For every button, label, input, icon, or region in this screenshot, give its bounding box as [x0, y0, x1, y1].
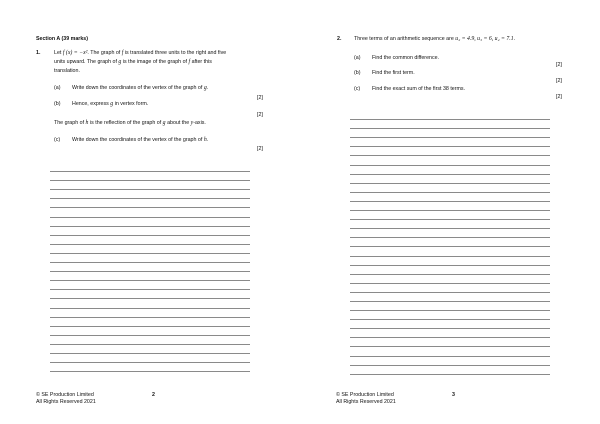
answer-line[interactable]: [50, 354, 250, 363]
answer-line[interactable]: [50, 281, 250, 290]
q2a-text: Find the common difference.: [372, 55, 440, 61]
q1c-label: (c): [54, 137, 61, 143]
answer-line[interactable]: [350, 366, 550, 375]
q2b-label: (b): [354, 70, 361, 76]
answer-line[interactable]: [350, 311, 550, 320]
answer-line[interactable]: [50, 163, 250, 172]
answer-line[interactable]: [350, 166, 550, 175]
answer-line[interactable]: [350, 302, 550, 311]
answer-line[interactable]: [350, 129, 550, 138]
question-2-number: 2.: [337, 36, 342, 42]
q1a-label: (a): [54, 85, 61, 91]
answer-line[interactable]: [350, 257, 550, 266]
question-2-stem: Three terms of an arithmetic sequence are u₂ = 4.9, u₃ = 6, u₄ = 7.1.: [354, 36, 516, 42]
question-1-stem-line2: units upward. The graph of g is the image of the graph of f after this: [54, 59, 212, 65]
answer-line[interactable]: [350, 220, 550, 229]
page-number: 2: [152, 392, 155, 398]
answer-line[interactable]: [350, 293, 550, 302]
answer-line[interactable]: [350, 347, 550, 356]
answer-line[interactable]: [50, 190, 250, 199]
answer-line[interactable]: [50, 208, 250, 217]
footer-rights: All Rights Reserved 2021: [336, 399, 396, 405]
q1a-marks: [2]: [257, 95, 263, 101]
answer-line[interactable]: [50, 254, 250, 263]
answer-line[interactable]: [50, 263, 250, 272]
answer-line[interactable]: [350, 329, 550, 338]
answer-line[interactable]: [50, 172, 250, 181]
answer-line[interactable]: [350, 229, 550, 238]
answer-line[interactable]: [350, 111, 550, 120]
answer-line[interactable]: [350, 320, 550, 329]
q1a-text: Write down the coordinates of the vertex of the graph of g.: [72, 85, 209, 91]
answer-line[interactable]: [350, 275, 550, 284]
page-right: [300, 0, 600, 424]
question-1-stem-line3: translation.: [54, 68, 80, 74]
answer-line[interactable]: [350, 238, 550, 247]
answer-line[interactable]: [350, 156, 550, 165]
q2c-text: Find the exact sum of the first 38 terms.: [372, 86, 466, 92]
q1-h-stem: The graph of h is the reflection of the graph of g about the y-axis.: [54, 120, 206, 126]
answer-line[interactable]: [350, 247, 550, 256]
answer-line[interactable]: [50, 318, 250, 327]
answer-line[interactable]: [50, 336, 250, 345]
answer-line[interactable]: [350, 211, 550, 220]
answer-line[interactable]: [350, 338, 550, 347]
answer-line[interactable]: [350, 284, 550, 293]
footer-publisher: © SE Production Limited: [36, 392, 94, 398]
answer-line[interactable]: [350, 175, 550, 184]
q1b-label: (b): [54, 101, 61, 107]
question-1-number: 1.: [36, 50, 41, 56]
q1c-text: Write down the coordinates of the vertex of the graph of h.: [72, 137, 209, 143]
answer-line[interactable]: [50, 272, 250, 281]
answer-line[interactable]: [50, 227, 250, 236]
answer-lines-right[interactable]: [350, 111, 550, 375]
q2b-marks: [2]: [556, 78, 562, 84]
answer-line[interactable]: [350, 138, 550, 147]
q2c-marks: [2]: [556, 94, 562, 100]
answer-line[interactable]: [350, 147, 550, 156]
answer-line[interactable]: [350, 193, 550, 202]
answer-line[interactable]: [350, 120, 550, 129]
answer-line[interactable]: [50, 309, 250, 318]
answer-lines-left[interactable]: [50, 163, 250, 372]
footer-rights: All Rights Reserved 2021: [36, 399, 96, 405]
q1c-marks: [2]: [257, 146, 263, 152]
page-number: 3: [452, 392, 455, 398]
answer-line[interactable]: [50, 245, 250, 254]
answer-line[interactable]: [50, 218, 250, 227]
answer-line[interactable]: [50, 363, 250, 372]
answer-line[interactable]: [350, 266, 550, 275]
answer-line[interactable]: [50, 181, 250, 190]
section-title: Section A (39 marks): [36, 36, 89, 42]
footer-publisher: © SE Production Limited: [336, 392, 394, 398]
q1b-text: Hence, express g in vertex form.: [72, 101, 149, 107]
q2c-label: (c): [354, 86, 361, 92]
answer-line[interactable]: [50, 345, 250, 354]
answer-line[interactable]: [350, 357, 550, 366]
q2a-marks: [2]: [556, 62, 562, 68]
q2b-text: Find the first term.: [372, 70, 415, 76]
answer-line[interactable]: [50, 236, 250, 245]
q2a-label: (a): [354, 55, 361, 61]
answer-line[interactable]: [50, 327, 250, 336]
answer-line[interactable]: [350, 202, 550, 211]
answer-line[interactable]: [350, 184, 550, 193]
answer-line[interactable]: [50, 299, 250, 308]
answer-line[interactable]: [50, 199, 250, 208]
answer-line[interactable]: [50, 290, 250, 299]
question-1-stem-line1: Let f (x) = −x². The graph of f is translated three units to the right and five: [54, 50, 227, 56]
q1b-marks: [2]: [257, 112, 263, 118]
